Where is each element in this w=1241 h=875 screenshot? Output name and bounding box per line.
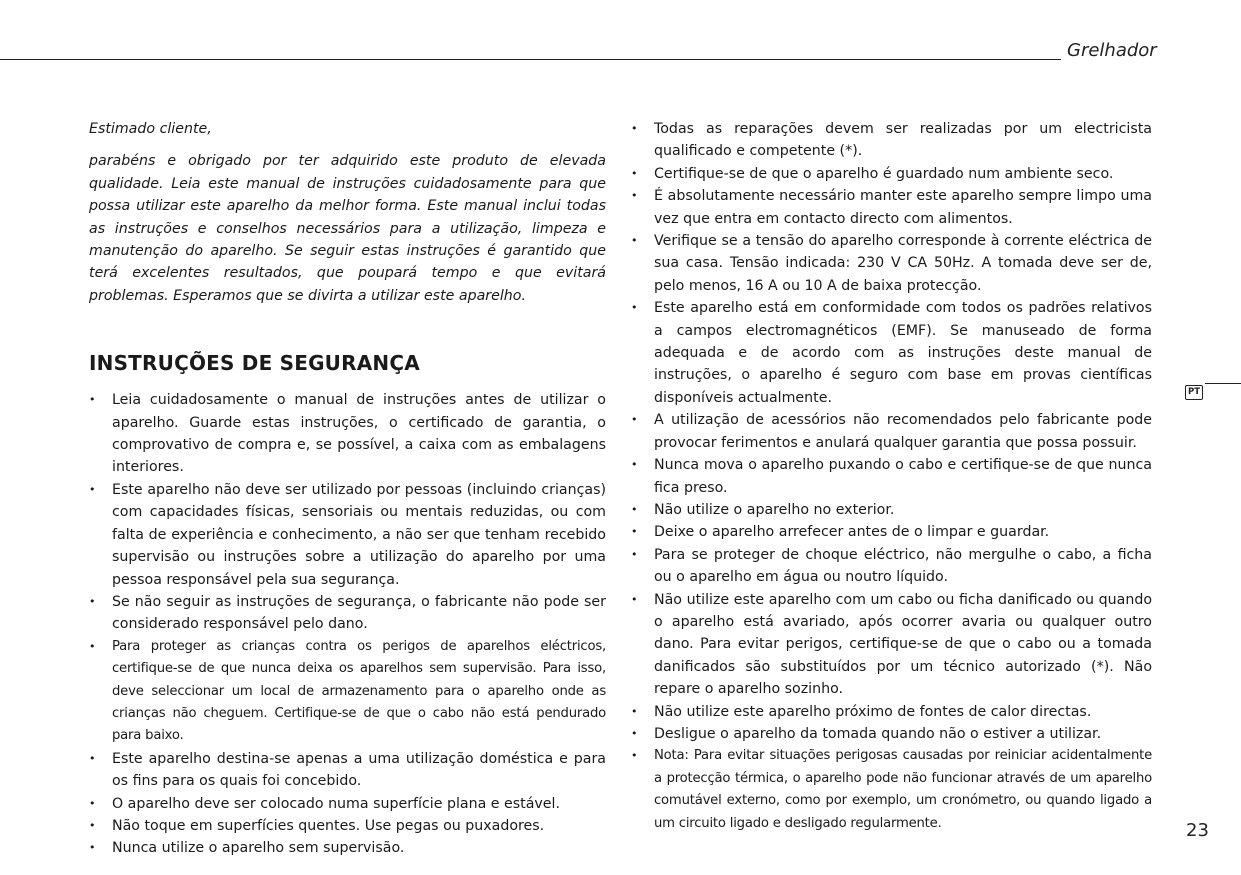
list-item: • Se não seguir as instruções de segurança, o fabricante não pode ser considerado responsável pelo dano. (89, 591, 606, 636)
list-item: • O aparelho deve ser colocado numa superfície plana e estável. (89, 793, 606, 815)
language-tag: PT (1185, 385, 1203, 400)
list-item: • Não toque em superfícies quentes. Use pegas ou puxadores. (89, 815, 606, 837)
intro-paragraph: parabéns e obrigado por ter adquirido este produto de elevada qualidade. Leia este manual de instruções cuidadosamente para que possa utilizar este aparelho da melhor forma. Este manual inclui todas as instruções e conselhos necessários para a utilização, limpeza e manutenção do aparelho. Se seguir estas instruções é garantido que terá excelentes resultados, que poupará tempo e que evitará problemas. Esperamos que se divirta a utilizar este aparelho. (89, 153, 606, 304)
list-item: • Este aparelho está em conformidade com todos os padrões relativos a campos electromagnéticos (EMF). Se manuseado de forma adequada e de acordo com as instruções deste manual de instruções, o aparelho é seguro com base em provas científicas disponíveis actualmente. (631, 297, 1152, 409)
right-column (631, 118, 1152, 835)
list-item: • Não utilize o aparelho no exterior. (631, 499, 1152, 521)
list-item: • Nunca utilize o aparelho sem supervisão. (89, 837, 606, 859)
list-item: • Verifique se a tensão do aparelho corresponde à corrente eléctrica de sua casa. Tensão indicada: 230 V CA 50Hz. A tomada deve ser de, pelo menos, 16 A ou 10 A de baixa protecção. (631, 230, 1152, 297)
language-tab-rule (1205, 383, 1241, 384)
list-item: • Todas as reparações devem ser realizadas por um electricista qualificado e competente (*). (631, 118, 1152, 163)
greeting: Estimado cliente, (89, 121, 212, 137)
list-item: • Este aparelho destina-se apenas a uma utilização doméstica e para os fins para os quais foi concebido. (89, 748, 606, 793)
safety-list-left (89, 389, 606, 860)
left-column (89, 118, 606, 860)
list-item: • Não utilize este aparelho com um cabo ou ficha danificado ou quando o aparelho está avariado, após ocorrer avaria ou qualquer outro dano. Para evitar perigos, certifique-se de que o cabo ou a tomada danificados são substituídos por um técnico autorizado (*). Não repare o aparelho sozinho. (631, 589, 1152, 701)
list-item: • Para proteger as crianças contra os perigos de aparelhos eléctricos, certifique-se de que nunca deixa os aparelhos sem supervisão. Para isso, deve seleccionar um local de armazenamento para o aparelho onde as crianças não cheguem. Certifique-se de que o cabo não está pendurado para baixo. (89, 636, 606, 748)
section-title: INSTRUÇÕES DE SEGURANÇA (89, 351, 420, 376)
list-item: • Certifique-se de que o aparelho é guardado num ambiente seco. (631, 163, 1152, 185)
list-item: • É absolutamente necessário manter este aparelho sempre limpo uma vez que entra em contacto directo com alimentos. (631, 185, 1152, 230)
list-item: • Leia cuidadosamente o manual de instruções antes de utilizar o aparelho. Guarde estas instruções, o certificado de garantia, o comprovativo de compra e, se possível, a caixa com as embalagens interiores. (89, 389, 606, 479)
list-item: • Deixe o aparelho arrefecer antes de o limpar e guardar. (631, 521, 1152, 543)
list-item: • Nota: Para evitar situações perigosas causadas por reiniciar acidentalmente a protecção térmica, o aparelho pode não funcionar através de um aparelho comutável externo, como por exemplo, um cronómetro, ou quando ligado a um circuito ligado e desligado regularmente. (631, 745, 1152, 835)
list-item: • Desligue o aparelho da tomada quando não o estiver a utilizar. (631, 723, 1152, 745)
header-rule (0, 59, 1061, 60)
list-item: • Para se proteger de choque eléctrico, não mergulhe o cabo, a ficha ou o aparelho em água ou noutro líquido. (631, 544, 1152, 589)
list-item: • A utilização de acessórios não recomendados pelo fabricante pode provocar ferimentos e anulará qualquer garantia que possa possuir. (631, 409, 1152, 454)
list-item: • Este aparelho não deve ser utilizado por pessoas (incluindo crianças) com capacidades físicas, sensoriais ou mentais reduzidas, ou com falta de experiência e conhecimento, a não ser que tenham recebido supervisão ou instruções sobre a utilização do aparelho por uma pessoa responsável pela sua segurança. (89, 479, 606, 591)
list-item: • Não utilize este aparelho próximo de fontes de calor directas. (631, 701, 1152, 723)
page-number: 23 (1186, 820, 1209, 841)
safety-list-right (631, 118, 1152, 835)
running-header-title: Grelhador (1067, 40, 1157, 61)
list-item: • Nunca mova o aparelho puxando o cabo e certifique-se de que nunca fica preso. (631, 454, 1152, 499)
